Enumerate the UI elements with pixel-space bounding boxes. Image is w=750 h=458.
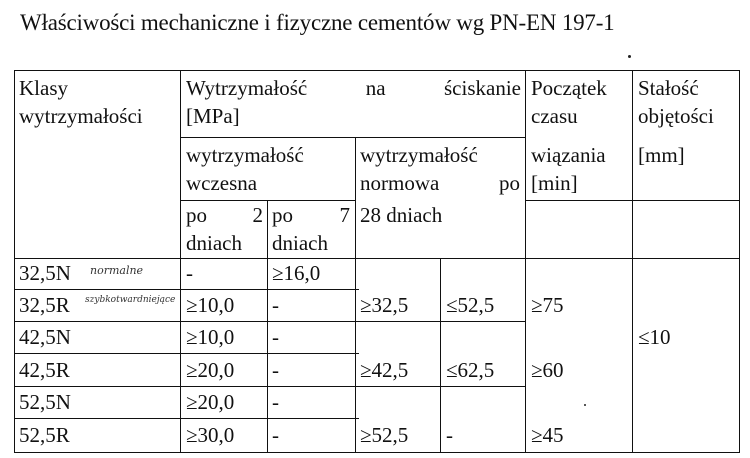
header-wytrzymalosc: Wytrzymałość na ściskanie <box>186 76 521 100</box>
row-5-d2: ≥20,0 <box>186 390 235 414</box>
row-3-klasa: 42,5N <box>19 325 71 349</box>
stalosc-value: ≤10 <box>638 325 671 349</box>
row-6-d7: - <box>272 423 279 447</box>
group-3-setting: ≥45 <box>531 423 564 447</box>
page-title: Właściwości mechaniczne i fizyczne cementów wg PN-EN 197-1 <box>20 10 615 35</box>
header-28-dni: 28 dniach <box>360 203 443 227</box>
scan-speck <box>584 404 586 406</box>
header-po-2: po 2 <box>186 203 263 227</box>
header-stalosc: Stałość <box>638 76 699 100</box>
row-4-d2: ≥20,0 <box>186 358 235 382</box>
row-1-klasa: 32,5N <box>19 261 71 285</box>
header-poczatek-2: czasu <box>531 104 578 128</box>
header-po-2-dni: dniach <box>186 231 242 255</box>
header-poczatek: Początek <box>531 76 607 100</box>
row-1-d7: ≥16,0 <box>272 261 321 285</box>
header-po-7: po 7 <box>272 203 350 227</box>
group-1-min28: ≥32,5 <box>360 293 409 317</box>
row-4-klasa: 42,5R <box>19 358 70 382</box>
header-poczatek-4: [min] <box>531 171 578 195</box>
row-2-d7: - <box>272 293 279 317</box>
header-wczesna-2: wczesna <box>186 171 258 195</box>
header-mpa: [MPa] <box>186 104 240 128</box>
row-6-d2: ≥30,0 <box>186 423 235 447</box>
row-6-klasa: 52,5R <box>19 423 70 447</box>
row-2-klasa: 32,5R <box>19 293 70 317</box>
header-normowa: wytrzymałość <box>360 143 478 167</box>
group-3-max28: - <box>446 423 453 447</box>
row-2-note: szybkotwardniejące <box>85 295 176 305</box>
row-1-d2: - <box>186 261 193 285</box>
group-1-max28: ≤52,5 <box>446 293 495 317</box>
header-normowa-2: normowa po <box>360 171 520 195</box>
header-klasy-2: wytrzymałości <box>19 104 143 128</box>
header-po-7-dni: dniach <box>272 231 328 255</box>
row-3-d7: - <box>272 325 279 349</box>
group-1-setting: ≥75 <box>531 293 564 317</box>
header-wczesna: wytrzymałość <box>186 143 304 167</box>
header-stalosc-3: [mm] <box>638 143 685 167</box>
header-poczatek-3: wiązania <box>531 143 606 167</box>
row-1-note: normalne <box>90 264 144 277</box>
header-klasy: Klasy <box>19 76 68 100</box>
row-3-d2: ≥10,0 <box>186 325 235 349</box>
row-5-klasa: 52,5N <box>19 390 71 414</box>
scan-speck <box>628 55 631 58</box>
row-4-d7: - <box>272 358 279 382</box>
row-2-d2: ≥10,0 <box>186 293 235 317</box>
group-2-setting: ≥60 <box>531 358 564 382</box>
header-stalosc-2: objętości <box>638 104 714 128</box>
group-2-max28: ≤62,5 <box>446 358 495 382</box>
group-3-min28: ≥52,5 <box>360 423 409 447</box>
row-5-d7: - <box>272 390 279 414</box>
group-2-min28: ≥42,5 <box>360 358 409 382</box>
